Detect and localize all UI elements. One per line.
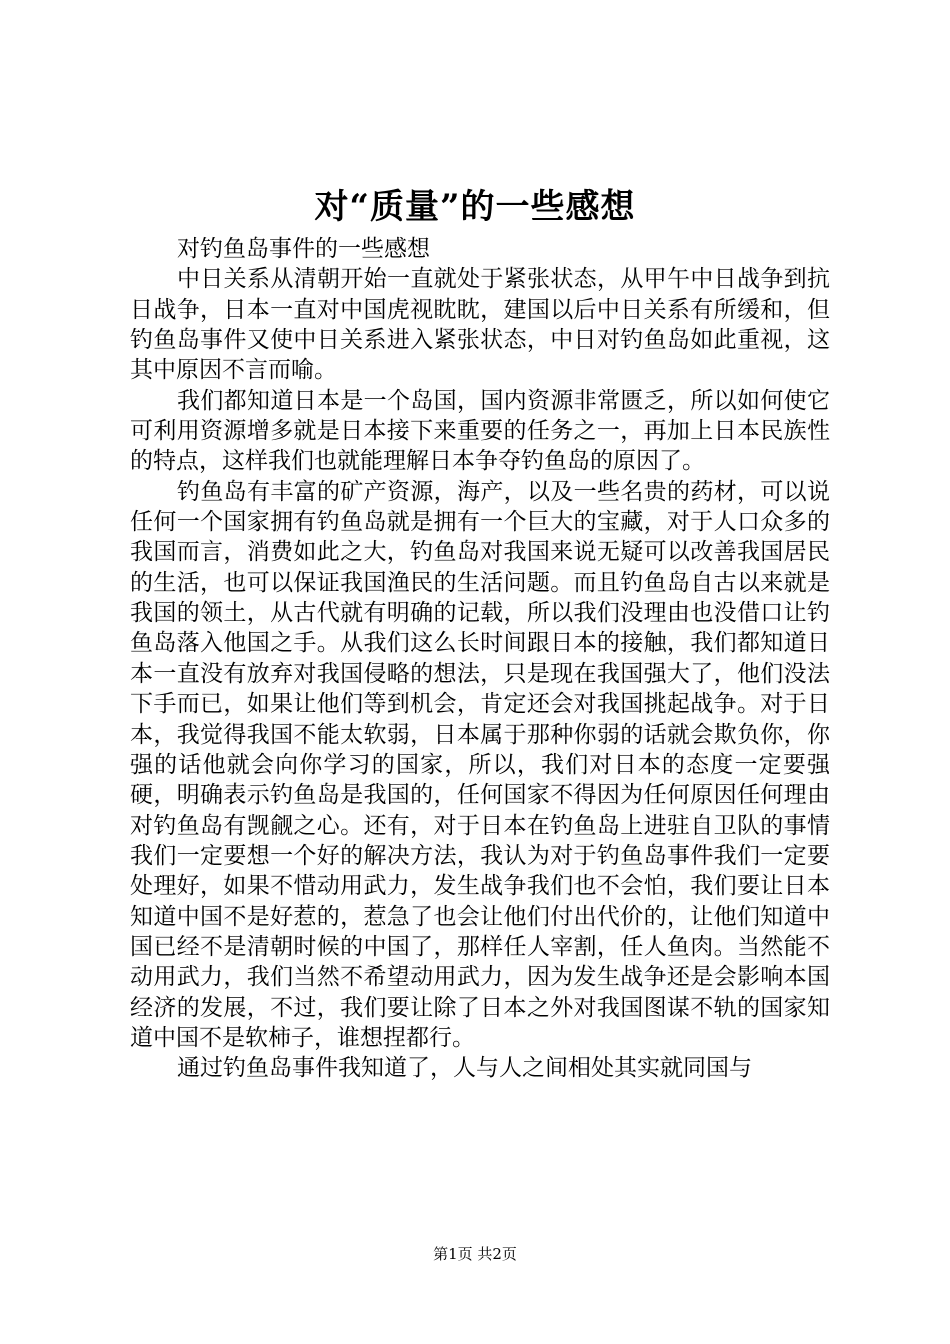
paragraph-subtitle: 对钓鱼岛事件的一些感想: [177, 236, 430, 262]
document-body: [130, 234, 830, 1084]
page-title: 对“质量”的一些感想: [314, 187, 636, 227]
paragraph: 通过钓鱼岛事件我知道了，人与人之间相处其实就同国与: [177, 1055, 752, 1082]
paragraph: 我们都知道日本是一个岛国，国内资源非常匮乏，所以如何使它可利用资源增多就是日本接下来重要的任务之一，再加上日本民族性的特点，这样我们也就能理解日本争夺钓鱼岛的原因了。: [130, 387, 830, 475]
paragraph: 中日关系从清朝开始一直就处于紧张状态，从甲午中日战争到抗日战争，日本一直对中国虎视眈眈，建国以后中日关系有所缓和，但钓鱼岛事件又使中日关系进入紧张状态，中日对钓鱼岛如此重视，这其中原因不言而喻。: [130, 266, 830, 384]
paragraph: 钓鱼岛有丰富的矿产资源，海产，以及一些名贵的药材，可以说任何一个国家拥有钓鱼岛就是拥有一个巨大的宝藏，对于人口众多的我国而言，消费如此之大，钓鱼岛对我国来说无疑可以改善我国居民的生活，也可以保证我国渔民的生活问题。而且钓鱼岛自古以来就是我国的领土，从古代就有明确的记载，所以我们没理由也没借口让钓鱼岛落入他国之手。从我们这么长时间跟日本的接触，我们都知道日本一直没有放弃对我国侵略的想法，只是现在我国强大了，他们没法下手而已，如果让他们等到机会，肯定还会对我国挑起战争。对于日本，我觉得我国不能太软弱，日本属于那种你弱的话就会欺负你，你强的话他就会向你学习的国家，所以，我们对日本的态度一定要强硬，明确表示钓鱼岛是我国的，任何国家不得因为任何原因任何理由对钓鱼岛有觊觎之心。还有，对于日本在钓鱼岛上进驻自卫队的事情我们一定要想一个好的解决方法，我认为对于钓鱼岛事件我们一定要处理好，如果不惜动用武力，发生战争我们也不会怕，我们要让日本知道中国不是好惹的，惹急了也会让他们付出代价的，让他们知道中国已经不是清朝时候的中国了，那样任人宰割，任人鱼肉。当然能不动用武力，我们当然不希望动用武力，因为发生战争还是会影响本国经济的发展，不过，我们要让除了日本之外对我国图谋不轨的国家知道中国不是软柿子，谁想捏都行。: [130, 478, 830, 1051]
page-footer: 第1页 共2页: [433, 1245, 517, 1263]
